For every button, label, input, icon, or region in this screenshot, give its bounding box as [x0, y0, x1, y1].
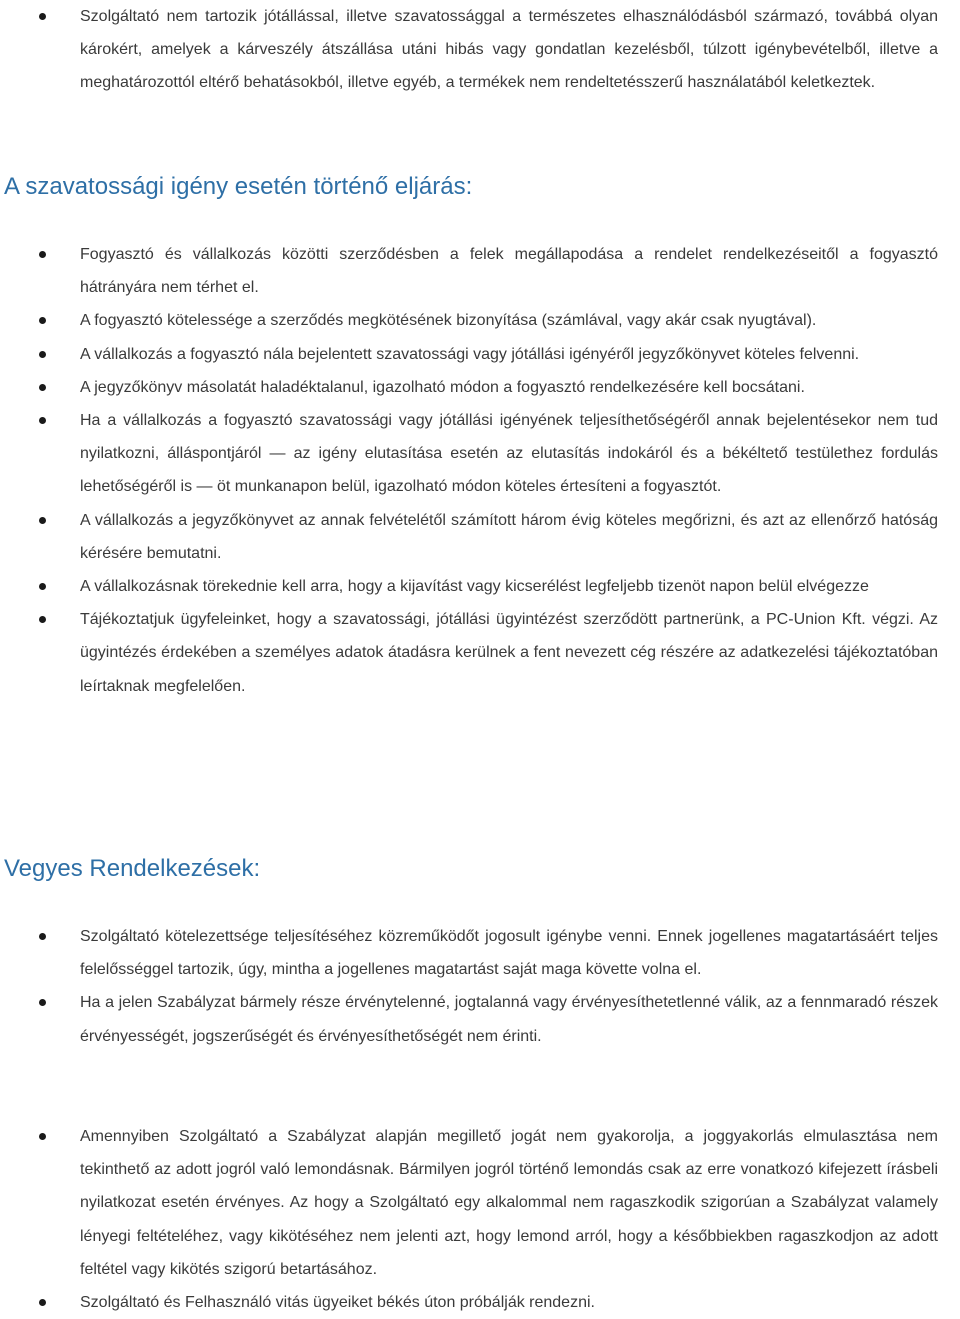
- bullet-icon: [39, 583, 46, 590]
- bullet-icon: [39, 999, 46, 1006]
- list-item: [0, 404, 960, 504]
- list-item-text: Szolgáltató nem tartozik jótállással, illetve szavatossággal a természetes elhasználódásból származó, továbbá olyan károkért, amelyek a kárveszély átszállása utáni hibás vagy gondatlan kezelésből, túlzott igénybevételből, illetve a meghatározottól eltérő behatásokból, illetve egyéb, a termékek nem rendeltetésszerű használatából keletkeztek.: [80, 8, 938, 92]
- bullet-icon: [39, 933, 46, 940]
- list-item-text: Fogyasztó és vállalkozás közötti szerződésben a felek megállapodása a rendelet rendelkezéseitől a fogyasztó hátrányára nem térhet el.: [80, 246, 938, 297]
- list-item: [0, 371, 960, 404]
- intro-list: [0, 0, 960, 100]
- section-heading-warranty-procedure: A szavatossági igény esetén történő eljárás:: [4, 173, 473, 200]
- list-item-text: Szolgáltató és Felhasználó vitás ügyeiket békés úton próbálják rendezni.: [80, 1294, 595, 1312]
- list-item: [0, 1120, 960, 1286]
- bullet-icon: [39, 13, 46, 20]
- list-item: [0, 0, 960, 100]
- list-item: [0, 304, 960, 337]
- bullet-icon: [39, 517, 46, 524]
- list-item: [0, 504, 960, 570]
- section-heading-miscellaneous: Vegyes Rendelkezések:: [4, 855, 261, 882]
- list-item: [0, 1286, 960, 1319]
- list-item-text: A vállalkozás a jegyzőkönyvet az annak felvételétől számított három évig köteles megőrizni, és azt az ellenőrző hatóság kérésére bemutatni.: [80, 511, 938, 562]
- list-item: [0, 920, 960, 986]
- list-item-text: A fogyasztó kötelessége a szerződés megkötésének bizonyítása (számlával, vagy akár csak nyugtával).: [80, 312, 817, 330]
- bullet-icon: [39, 1133, 46, 1140]
- list-item-text: Ha a vállalkozás a fogyasztó szavatossági vagy jótállási igényének teljesíthetőségéről annak bejelentésekor nem tud nyilatkozni, álláspontjáról — az igény elutasítása esetén az elutasítás indokáról és a békéltető testülethez fordulás lehetőségéről is — öt munkanapon belül, igazolható módon köteles értesíteni a fogyasztót.: [80, 412, 938, 496]
- list-item: [0, 338, 960, 371]
- bullet-icon: [39, 616, 46, 623]
- list-item-text: A vállalkozás a fogyasztó nála bejelentett szavatossági vagy jótállási igényéről jegyzőkönyvet köteles felvenni.: [80, 345, 860, 363]
- bullet-icon: [39, 1299, 46, 1306]
- list-item: [0, 570, 960, 603]
- waiver-list: [0, 1120, 960, 1319]
- list-item: [0, 603, 960, 703]
- list-item: [0, 986, 960, 1052]
- list-item: [0, 238, 960, 304]
- list-item-text: Tájékoztatjuk ügyfeleinket, hogy a szavatossági, jótállási ügyintézést szerződött partnerünk, a PC-Union Kft. végzi. Az ügyintézés érdekében a személyes adatok átadásra kerülnek a fent nevezett cég részére az adatkezelési tájékoztatóban leírtaknak megfelelően.: [80, 611, 938, 695]
- list-item-text: Ha a jelen Szabályzat bármely része érvénytelenné, jogtalanná vagy érvényesíthetetlenné válik, az a fennmaradó részek érvényességét, jogszerűségét és érvényesíthetőségét nem érinti.: [80, 994, 938, 1045]
- list-item-text: Szolgáltató kötelezettsége teljesítéséhez közreműködőt jogosult igénybe venni. Ennek jogellenes magatartásáért teljes felelősséggel tartozik, úgy, mintha a jogellenes magatartást saját maga követte volna el.: [80, 928, 938, 979]
- bullet-icon: [39, 384, 46, 391]
- bullet-icon: [39, 251, 46, 258]
- bullet-icon: [39, 417, 46, 424]
- miscellaneous-list: [0, 920, 960, 1053]
- bullet-icon: [39, 317, 46, 324]
- list-item-text: Amennyiben Szolgáltató a Szabályzat alapján megillető jogát nem gyakorolja, a joggyakorlás elmulasztása nem tekinthető az adott jogról való lemondásnak. Bármilyen jogról történő lemondás csak az erre vonatkozó kifejezett írásbeli nyilatkozat esetén érvényes. Az hogy a Szolgáltató egy alkalommal nem ragaszkodik szigorúan a Szabályzat valamely lényegi feltételéhez, vagy kikötéséhez nem jelenti azt, hogy lemond arról, hogy a későbbiekben ragaszkodjon az adott feltétel vagy kikötés szigorú betartásához.: [80, 1128, 938, 1278]
- warranty-procedure-list: [0, 238, 960, 703]
- bullet-icon: [39, 351, 46, 358]
- list-item-text: A jegyzőkönyv másolatát haladéktalanul, igazolható módon a fogyasztó rendelkezésére kell bocsátani.: [80, 378, 805, 396]
- list-item-text: A vállalkozásnak törekednie kell arra, hogy a kijavítást vagy kicserélést legfeljebb tizenöt napon belül elvégezze: [80, 578, 869, 596]
